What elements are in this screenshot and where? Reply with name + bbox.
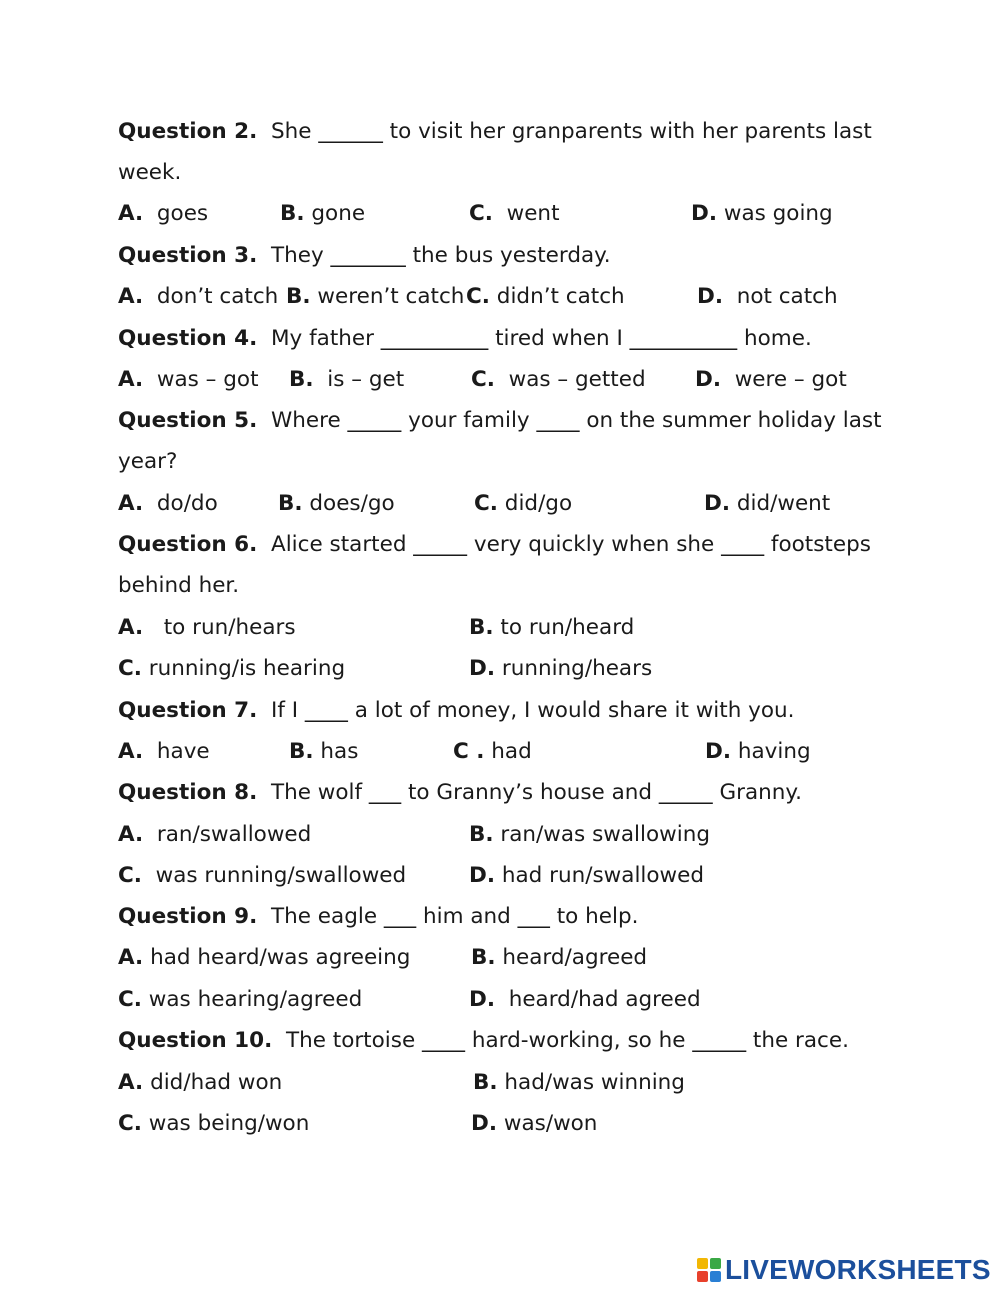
option-d[interactable]: D. running/hears [469, 656, 653, 681]
option-c[interactable]: C. was being/won [118, 1111, 310, 1136]
question-8 [118, 778, 802, 808]
question-text: They _______ the bus yesterday. [270, 243, 611, 268]
option-c[interactable]: C. was – getted [471, 367, 646, 392]
option-a[interactable]: A. don’t catch [118, 284, 279, 309]
option-a[interactable]: A. did/had won [118, 1070, 283, 1095]
question-text: If I ____ a lot of money, I would share it with you. [270, 698, 795, 723]
option-c[interactable]: C . had [453, 739, 532, 764]
option-d[interactable]: D. did/went [704, 491, 831, 516]
brand-name: LIVEWORKSHEETS [725, 1254, 991, 1285]
option-d[interactable]: D. was going [691, 201, 833, 226]
option-d[interactable]: D. were – got [695, 367, 847, 392]
logo-blocks-icon [697, 1258, 721, 1282]
option-b[interactable]: B. does/go [278, 491, 395, 516]
question-label: Question 9. [118, 904, 258, 929]
option-b[interactable]: B. gone [280, 201, 366, 226]
option-b[interactable]: B. had/was winning [473, 1070, 685, 1095]
question-text: The wolf ___ to Granny’s house and _____ Granny. [270, 780, 802, 805]
question-label: Question 4. [118, 326, 258, 351]
question-text-continued: behind her. [118, 573, 240, 598]
option-c[interactable]: C. went [469, 201, 560, 226]
option-c[interactable]: C. was running/swallowed [118, 863, 407, 888]
question-10 [118, 1026, 849, 1056]
question-label: Question 7. [118, 698, 258, 723]
question-text: Where _____ your family ____ on the summer holiday last [270, 408, 882, 433]
question-text: The tortoise ____ hard-working, so he _____ the race. [285, 1028, 849, 1053]
option-d[interactable]: D. not catch [697, 284, 838, 309]
option-a[interactable]: A. had heard/was agreeing [118, 945, 411, 970]
question-label: Question 5. [118, 408, 258, 433]
option-b[interactable]: B. ran/was swallowing [469, 822, 710, 847]
question-5 [118, 406, 882, 436]
option-b[interactable]: B. weren’t catch [286, 284, 465, 309]
option-a[interactable]: A. was – got [118, 367, 259, 392]
option-c[interactable]: C. didn’t catch [466, 284, 625, 309]
option-d[interactable]: D. heard/had agreed [469, 987, 701, 1012]
question-2 [118, 117, 872, 147]
question-3 [118, 241, 611, 271]
option-b[interactable]: B. to run/heard [469, 615, 635, 640]
option-c[interactable]: C. running/is hearing [118, 656, 346, 681]
option-a[interactable]: A. goes [118, 201, 209, 226]
option-b[interactable]: B. is – get [289, 367, 405, 392]
liveworksheets-logo[interactable] [697, 1254, 991, 1286]
option-a[interactable]: A. do/do [118, 491, 218, 516]
option-c[interactable]: C. did/go [474, 491, 573, 516]
question-label: Question 6. [118, 532, 258, 557]
question-text: She ______ to visit her granparents with her parents last [270, 119, 872, 144]
question-label: Question 10. [118, 1028, 273, 1053]
question-text: Alice started _____ very quickly when she ____ footsteps [270, 532, 871, 557]
question-7 [118, 696, 795, 726]
question-6 [118, 530, 871, 560]
question-text-continued: week. [118, 160, 182, 185]
question-9 [118, 902, 638, 932]
question-label: Question 2. [118, 119, 258, 144]
question-label: Question 8. [118, 780, 258, 805]
option-d[interactable]: D. was/won [471, 1111, 598, 1136]
option-d[interactable]: D. had run/swallowed [469, 863, 704, 888]
question-label: Question 3. [118, 243, 258, 268]
option-a[interactable]: A. to run/hears [118, 615, 296, 640]
option-c[interactable]: C. was hearing/agreed [118, 987, 363, 1012]
option-b[interactable]: B. heard/agreed [471, 945, 648, 970]
question-text-continued: year? [118, 449, 178, 474]
option-a[interactable]: A. ran/swallowed [118, 822, 312, 847]
question-text: My father __________ tired when I __________ home. [270, 326, 812, 351]
question-4 [118, 324, 812, 354]
option-b[interactable]: B. has [289, 739, 359, 764]
option-a[interactable]: A. have [118, 739, 210, 764]
question-text: The eagle ___ him and ___ to help. [270, 904, 639, 929]
option-d[interactable]: D. having [705, 739, 811, 764]
